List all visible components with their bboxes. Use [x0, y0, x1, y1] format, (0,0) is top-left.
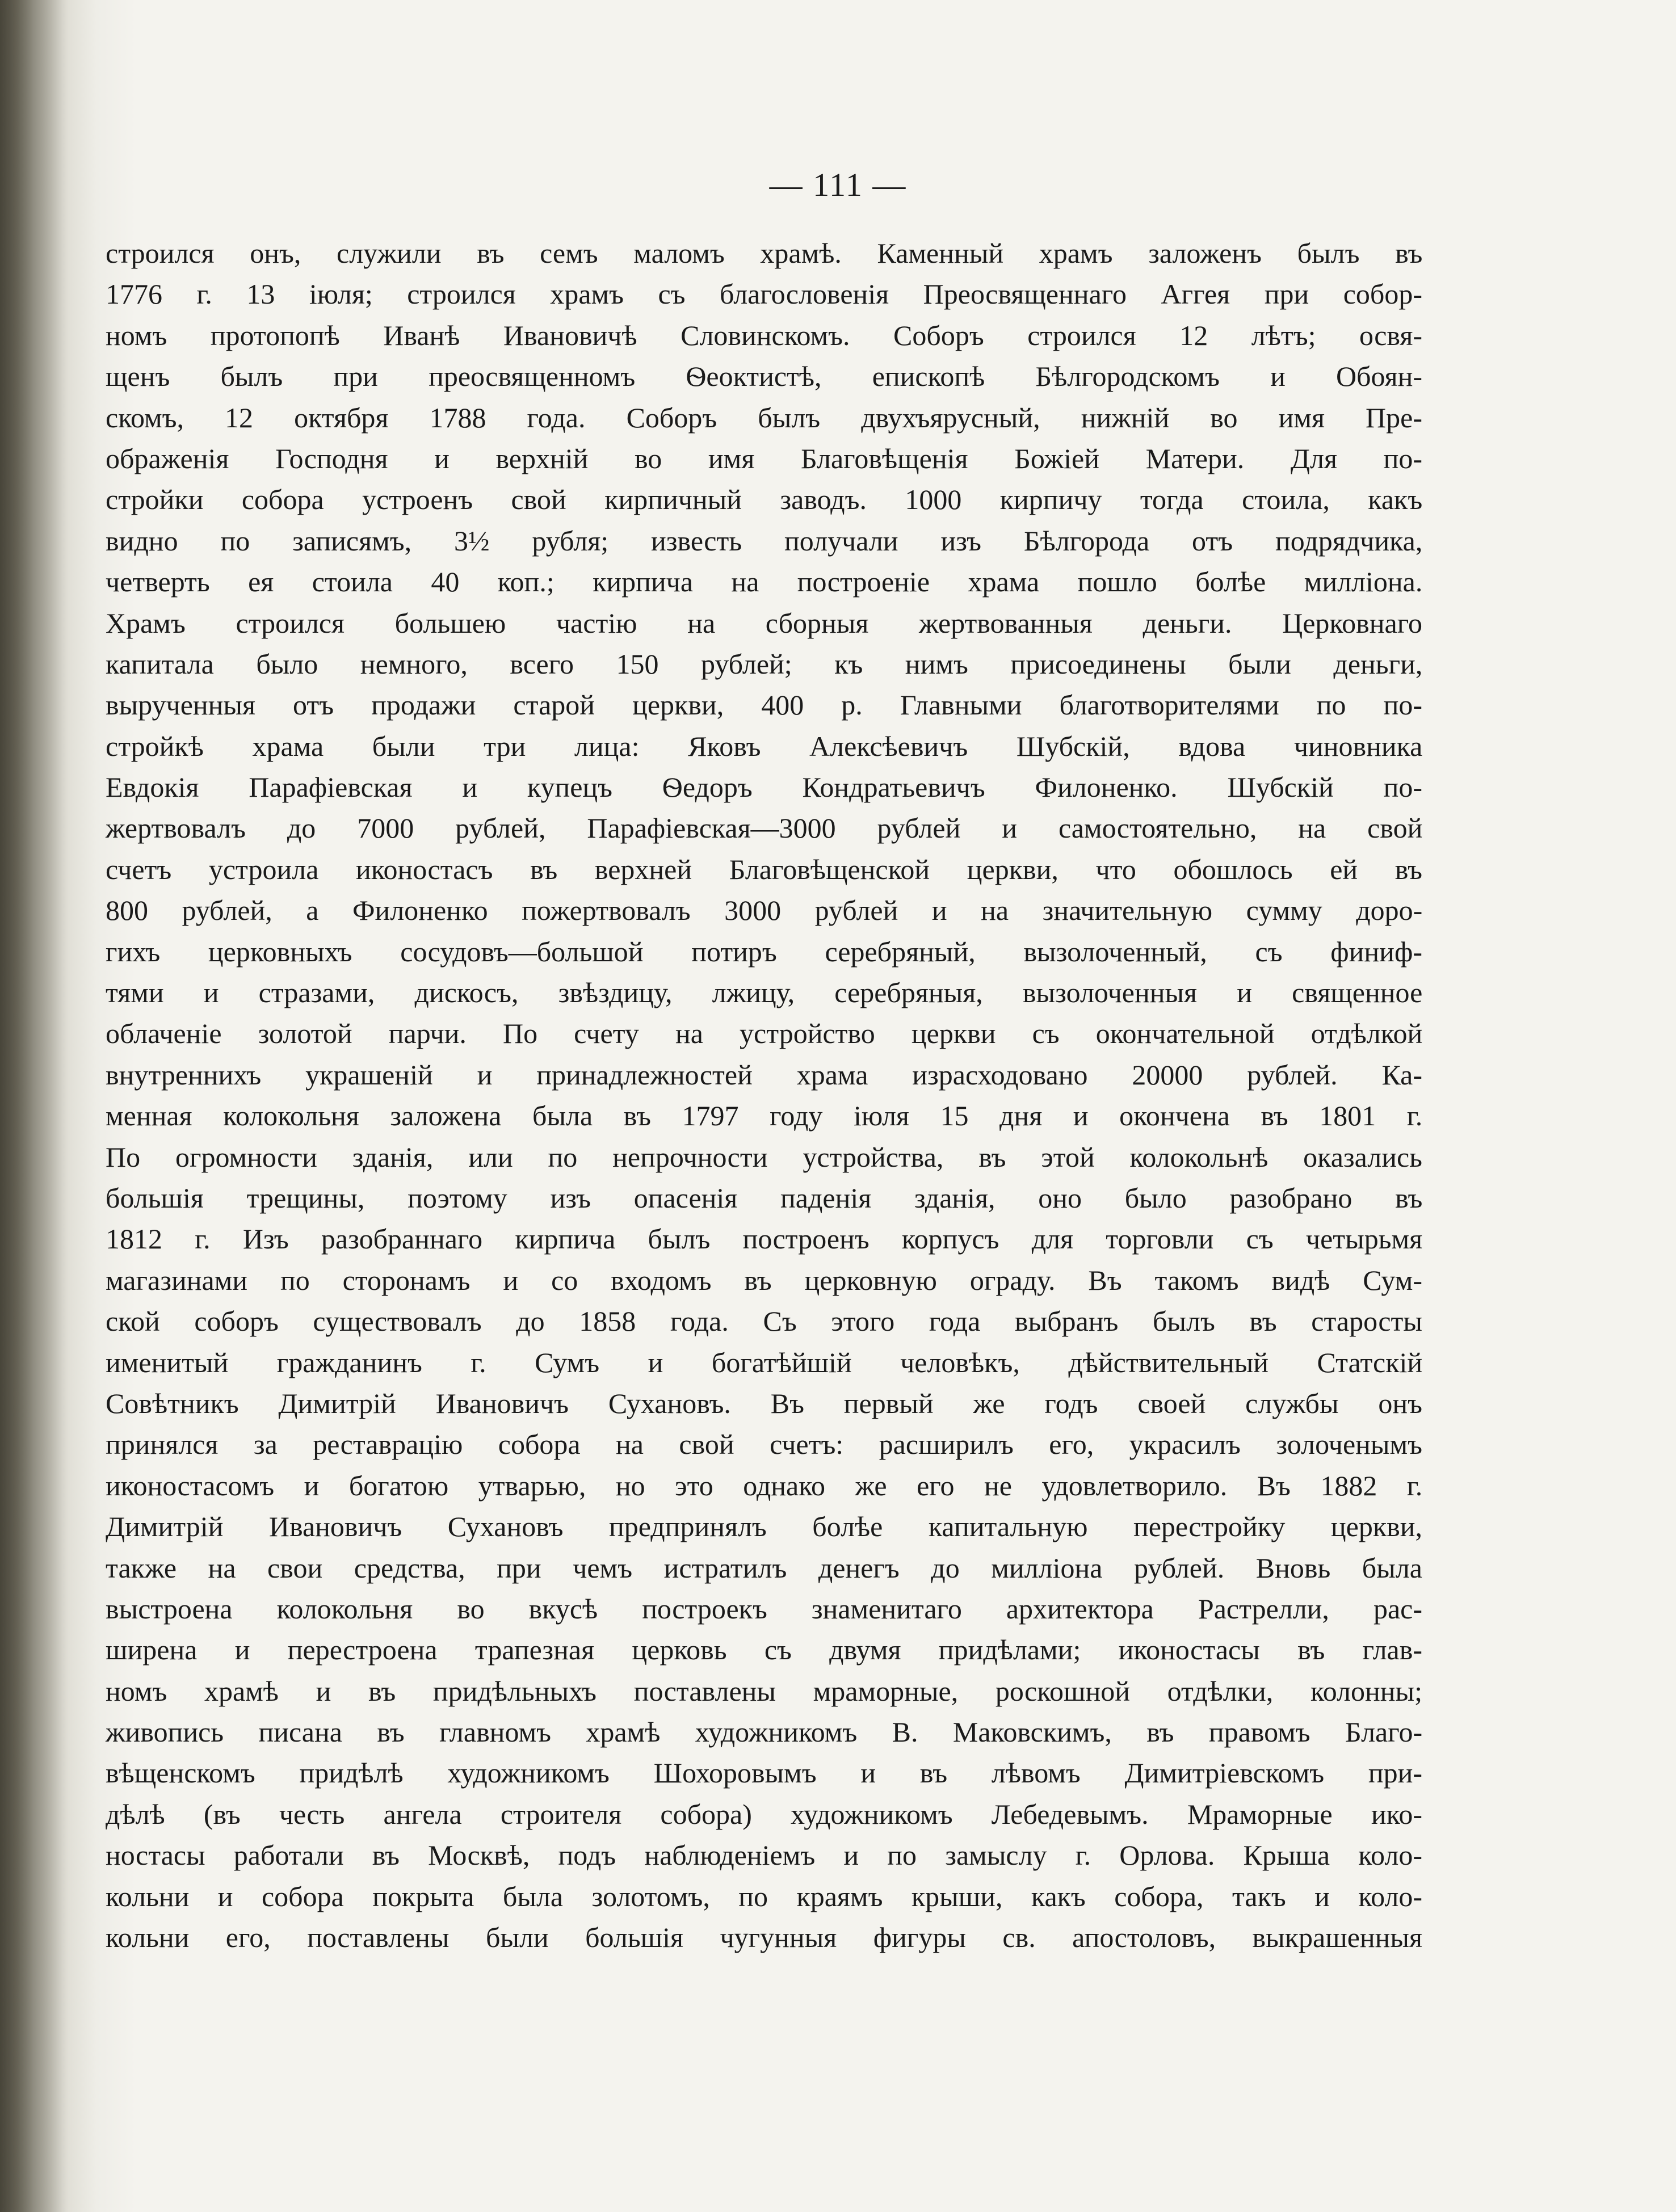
text-line: четверть ея стоила 40 коп.; кирпича на построеніе храма пошло болѣе милліона.	[106, 566, 1423, 598]
text-line: большія трещины, поэтому изъ опасенія паденія зданія, оно было разобрано въ	[106, 1181, 1423, 1214]
text-line: видно по записямъ, 3½ рубля; известь получали изъ Бѣлгорода отъ подрядчика,	[106, 524, 1423, 557]
text-line: капитала было немного, всего 150 рублей; къ нимъ присоединены были деньги,	[106, 647, 1423, 680]
text-line: дѣлѣ (въ честь ангела строителя собора) художникомъ Лебедевымъ. Мраморные ико-	[106, 1798, 1422, 1830]
text-line: стройки собора устроенъ свой кирпичный заводъ. 1000 кирпичу тогда стоила, какъ	[106, 483, 1423, 516]
text-line: Евдокія Парафіевская и купецъ Ѳедоръ Кондратьевичъ Филоненко. Шубскій по-	[106, 771, 1422, 804]
text-line: ской соборъ существовалъ до 1858 года. Съ этого года выбранъ былъ въ старосты	[106, 1305, 1422, 1338]
text-line: номъ храмѣ и въ придѣльныхъ поставлены мраморные, роскошной отдѣлки, колонны;	[106, 1675, 1422, 1707]
text-line: строился онъ, служили въ семъ маломъ храмѣ. Каменный храмъ заложенъ былъ въ	[106, 237, 1423, 269]
text-line: Храмъ строился большею частію на сборныя жертвованныя деньги. Церковнаго	[106, 607, 1422, 639]
text-line: облаченіе золотой парчи. По счету на устройство церкви съ окончательной отдѣлкой	[106, 1017, 1423, 1050]
text-line: именитый гражданинъ г. Сумъ и богатѣйшій человѣкъ, дѣйствительный Статскій	[106, 1346, 1423, 1378]
body-text	[106, 233, 1422, 1958]
text-line: вырученныя отъ продажи старой церкви, 400 р. Главными благотворителями по по-	[106, 689, 1422, 721]
text-line: ширена и перестроена трапезная церковь съ двумя придѣлами; иконостасы въ глав-	[106, 1634, 1422, 1666]
text-line: 1776 г. 13 іюля; строился храмъ съ благословенія Преосвященнаго Аггея при собор-	[106, 278, 1422, 310]
binding-shadow	[0, 0, 68, 2212]
text-line: вѣщенскомъ придѣлѣ художникомъ Шохоровымъ и въ лѣвомъ Димитріевскомъ при-	[106, 1757, 1423, 1789]
text-line: жертвовалъ до 7000 рублей, Парафіевская—3000 рублей и самостоятельно, на свой	[106, 812, 1423, 844]
text-line: номъ протопопѣ Иванѣ Ивановичѣ Словинскомъ. Соборъ строился 12 лѣтъ; освя-	[106, 319, 1422, 351]
text-line: По огромности зданія, или по непрочности устройства, въ этой колокольнѣ оказались	[106, 1141, 1422, 1173]
text-line: счетъ устроила иконостасъ въ верхней Благовѣщенской церкви, что обошлось ей въ	[106, 853, 1422, 885]
text-line: иконостасомъ и богатою утварью, но это однако же его не удовлетворило. Въ 1882 г.	[106, 1469, 1423, 1502]
text-line: Димитрій Ивановичъ Сухановъ предпринялъ болѣе капитальную перестройку церкви,	[106, 1511, 1422, 1543]
text-line: Совѣтникъ Димитрій Ивановичъ Сухановъ. Въ первый же годъ своей службы онъ	[106, 1387, 1422, 1419]
text-line: скомъ, 12 октября 1788 года. Соборъ былъ двухъярусный, нижній во имя Пре-	[106, 401, 1422, 434]
text-line: стройкѣ храма были три лица: Яковъ Алексѣевичъ Шубскій, вдова чиновника	[106, 730, 1423, 762]
text-line: менная колокольня заложена была въ 1797 году іюля 15 дня и окончена въ 1801 г.	[106, 1100, 1423, 1132]
page-number: — 111 —	[769, 166, 907, 203]
text-line: внутреннихъ украшеній и принадлежностей храма израсходовано 20000 рублей. Ка-	[106, 1058, 1422, 1091]
text-line: кольни и собора покрыта была золотомъ, по краямъ крыши, какъ собора, такъ и коло-	[106, 1880, 1423, 1912]
text-line: кольни его, поставлены были большія чугунныя фигуры св. апостоловъ, выкрашенныя	[106, 1921, 1422, 1954]
text-line: ностасы работали въ Москвѣ, подъ наблюденіемъ и по замыслу г. Орлова. Крыша коло-	[106, 1839, 1422, 1872]
text-line: также на свои средства, при чемъ истратилъ денегъ до милліона рублей. Вновь была	[106, 1551, 1422, 1584]
text-line: 800 рублей, а Филоненко пожертвовалъ 3000 рублей и на значительную сумму доро-	[106, 894, 1423, 927]
text-line: магазинами по сторонамъ и со входомъ въ церковную ограду. Въ такомъ видѣ Сум-	[106, 1264, 1422, 1296]
text-line: ображенія Господня и верхній во имя Благовѣщенія Божіей Матери. Для по-	[106, 442, 1422, 474]
text-line: принялся за реставрацію собора на свой счетъ: расширилъ его, украсилъ золоченымъ	[106, 1428, 1422, 1461]
text-line: щенъ былъ при преосвященномъ Ѳеоктистѣ, епископѣ Бѣлгородскомъ и Обоян-	[106, 360, 1422, 393]
text-line: гихъ церковныхъ сосудовъ—большой потиръ серебряный, вызолоченный, съ финиф-	[106, 935, 1422, 968]
text-line: 1812 г. Изъ разобраннаго кирпича былъ построенъ корпусъ для торговли съ четырьмя	[106, 1223, 1423, 1255]
text-line: живопись писана въ главномъ храмѣ художникомъ В. Маковскимъ, въ правомъ Благо-	[106, 1716, 1423, 1748]
text-line: тями и стразами, дискосъ, звѣздицу, лжицу, серебряныя, вызолоченныя и священное	[106, 977, 1423, 1009]
text-line: выстроена колокольня во вкусѣ построекъ знаменитаго архитектора Растрелли, рас-	[106, 1592, 1422, 1625]
